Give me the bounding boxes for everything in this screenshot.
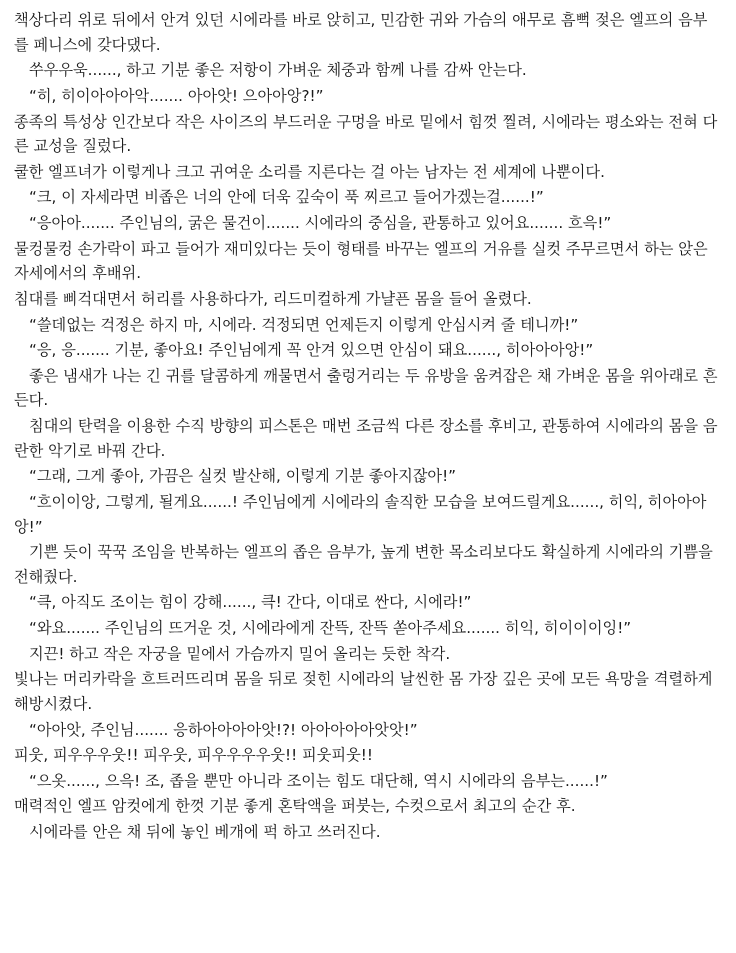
paragraph-dialogue: “흐이이앙, 그렇게, 될게요......! 주인님에게 시에라의 솔직한 모습을 보여드릴게요......, 히익, 히아아아앙!” (14, 492, 707, 536)
paragraph-dialogue: “응아아....... 주인님의, 굵은 물건이....... 시에라의 중심을, 관통하고 있어요....... 흐윽!” (29, 214, 612, 232)
paragraph: 종족의 특성상 인간보다 작은 사이즈의 부드러운 구멍을 바로 밑에서 힘껏 찔려, 시에라는 평소와는 전혀 다른 교성을 질렀다. (14, 112, 718, 156)
paragraph: 쑤우우욱......, 하고 기분 좋은 저항이 가벼운 체중과 함께 나를 감싸 안는다. (29, 61, 527, 80)
paragraph: 물컹물컹 손가락이 파고 들어가 재미있다는 듯이 형태를 바꾸는 엘프의 거유를 실컷 주무르면서 하는 앉은 자세에서의 후배위. (14, 239, 713, 283)
paragraph: 책상다리 위로 뒤에서 안겨 있던 시에라를 바로 앉히고, 민감한 귀와 가슴의 애무로 흠뻑 젖은 엘프의 음부를 페니스에 갖다댔다. (14, 11, 708, 54)
paragraph: 지끈! 하고 작은 자궁을 밑에서 가슴까지 밀어 올리는 듯한 착각. (29, 644, 451, 663)
paragraph-dialogue: “히, 히이아아아악....... 아아앗! 으아아앙?!” (29, 86, 324, 105)
paragraph: 매력적인 엘프 암컷에게 한껏 기분 좋게 혼탁액을 퍼붓는, 수컷으로서 최고의 순간 후. (14, 797, 576, 816)
paragraph: 좋은 냄새가 나는 긴 귀를 달콤하게 깨물면서 출렁거리는 두 유방을 움켜잡은 채 가벼운 몸을 위아래로 흔든다. (14, 366, 718, 410)
paragraph-dialogue: “크, 이 자세라면 비좁은 너의 안에 더욱 깊숙이 푹 찌르고 들어가겠는걸......!” (29, 188, 544, 207)
paragraph: 쿨한 엘프녀가 이렇게나 크고 귀여운 소리를 지른다는 걸 아는 남자는 전 세계에 나뿐이다. (14, 162, 605, 181)
paragraph: 기쁜 듯이 꾹꾹 조임을 반복하는 엘프의 좁은 음부가, 높게 변한 목소리보다도 확실하게 시에라의 기쁨을 전해줬다. (14, 543, 718, 586)
paragraph-dialogue: “쓸데없는 걱정은 하지 마, 시에라. 걱정되면 언제든지 이렇게 안심시켜 줄 테니까!” (29, 315, 579, 334)
paragraph-dialogue: “그래, 그게 좋아, 가끔은 실컷 발산해, 이렇게 기분 좋아지잖아!” (29, 467, 457, 486)
paragraph-dialogue: “와요....... 주인님의 뜨거운 것, 시에라에게 잔뜩, 잔뜩 쏟아주세요....... 히익, 히이이이잉!” (29, 619, 632, 637)
paragraph-dialogue: “큭, 아직도 조이는 힘이 강해......, 큭! 간다, 이대로 싼다, 시에라!” (29, 593, 472, 612)
paragraph: 침대의 탄력을 이용한 수직 방향의 피스톤은 매번 조금씩 다른 장소를 후비고, 관통하여 시에라의 몸을 음란한 악기로 바꿔 간다. (14, 417, 718, 460)
paragraph-dialogue: “아아앗, 주인님....... 응하아아아아앗!?! 아아아아아앗앗!” (29, 720, 418, 739)
paragraph: 빛나는 머리카락을 흐트러뜨리며 몸을 뒤로 젖힌 시에라의 날씬한 몸 가장 깊은 곳에 모든 욕망을 격렬하게 해방시켰다. (14, 670, 718, 713)
paragraph: 시에라를 안은 채 뒤에 놓인 베개에 퍽 하고 쓰러진다. (29, 823, 381, 841)
paragraph: 침대를 삐걱대면서 허리를 사용하다가, 리드미컬하게 가냘픈 몸을 들어 올렸다. (14, 289, 532, 308)
paragraph-dialogue: “으옷......, 으윽! 조, 좁을 뿐만 아니라 조이는 힘도 대단해, 역시 시에라의 음부는......!” (29, 771, 608, 790)
paragraph: 피웃, 피우우우웃!! 피우웃, 피우우우우웃!! 피웃피웃!! (14, 746, 373, 765)
paragraph-dialogue: “응, 응....... 기분, 좋아요! 주인님에게 꼭 안겨 있으면 안심이 돼요......, 히아아아앙!” (29, 341, 594, 360)
